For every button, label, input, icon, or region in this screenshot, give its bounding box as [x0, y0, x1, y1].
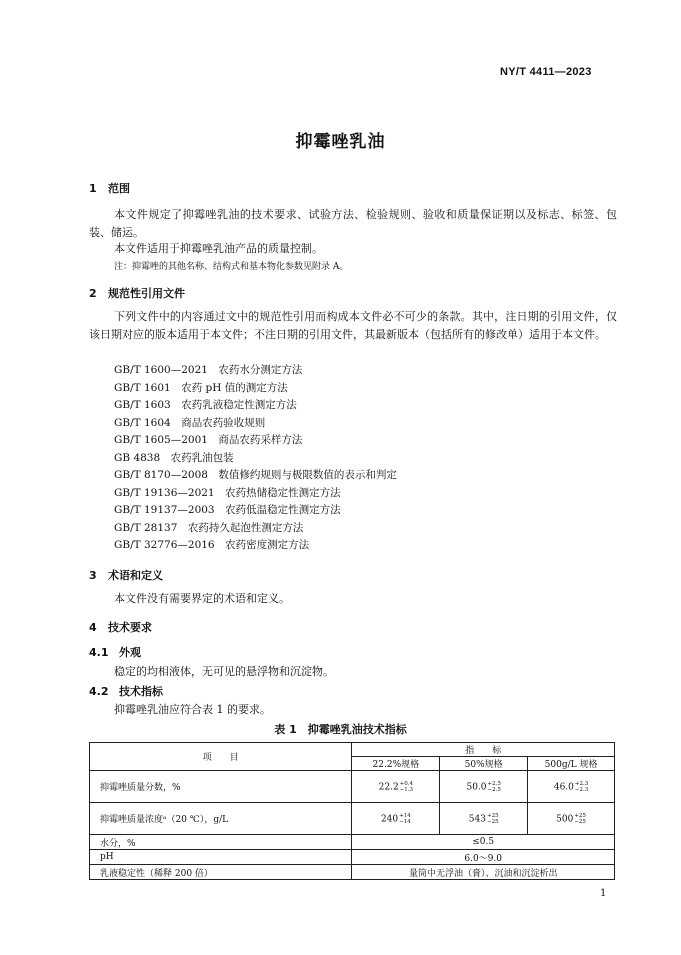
section-title: 外观 — [119, 646, 141, 659]
section-4-heading — [89, 619, 152, 635]
value-cell: ≤0.5 — [352, 835, 615, 850]
reference-item: GB/T 1604 商品农药验收规则 — [114, 417, 266, 429]
section-title: 范围 — [108, 182, 130, 195]
table-row — [90, 850, 615, 865]
section-number: 4 — [89, 621, 97, 634]
table-row — [90, 771, 615, 803]
section-title: 规范性引用文件 — [108, 287, 185, 300]
section-number: 1 — [89, 182, 97, 195]
technical-spec-table — [89, 742, 615, 880]
table-row — [90, 865, 615, 880]
section-4-1-heading — [89, 644, 141, 660]
reference-item: GB/T 19137—2003 农药低温稳定性测定方法 — [114, 504, 341, 516]
value-cell: 6.0～9.0 — [352, 850, 615, 865]
section-4-2-paragraph: 抑霉唑乳油应符合表 1 的要求。 — [114, 703, 271, 716]
reference-item: GB/T 8170—2008 数值修约规则与极限数值的表示和判定 — [114, 469, 397, 481]
section-title: 技术要求 — [108, 621, 152, 634]
section-1-paragraph-1: 本文件规定了抑霉唑乳油的技术要求、试验方法、检验规则、验收和质量保证期以及标志、标签、包装、储运。 — [89, 208, 617, 239]
row-label: 抑霉唑质量分数，% — [90, 771, 352, 803]
value-cell: 500+25 −25 — [528, 803, 615, 835]
section-title: 技术指标 — [119, 685, 163, 698]
row-label: 水分，% — [90, 835, 352, 850]
section-1-paragraph-2: 本文件适用于抑霉唑乳油产品的质量控制。 — [114, 242, 323, 255]
section-2-paragraph-1: 下列文件中的内容通过文中的规范性引用而构成本文件必不可少的条款。其中，注日期的引用文件，仅该日期对应的版本适用于本文件；不注日期的引用文件，其最新版本（包括所有的修改单）适用于本文件。 — [89, 310, 617, 341]
page-number: 1 — [600, 888, 607, 899]
value-cell: 543+25 −25 — [440, 803, 528, 835]
section-4-1-paragraph: 稳定的均相液体，无可见的悬浮物和沉淀物。 — [114, 665, 334, 678]
reference-item: GB/T 1605—2001 商品农药采样方法 — [114, 434, 303, 446]
reference-item: GB/T 1603 农药乳液稳定性测定方法 — [114, 399, 297, 411]
table-row — [90, 835, 615, 850]
section-number: 3 — [89, 569, 97, 582]
row-label: 乳液稳定性（稀释 200 倍） — [90, 865, 352, 880]
row-label: pH — [90, 850, 352, 865]
reference-item: GB/T 28137 农药持久起泡性测定方法 — [114, 522, 304, 534]
section-1-heading — [89, 180, 130, 196]
value-cell: 22.2+0.4 −1.3 — [352, 771, 440, 803]
section-4-2-heading — [89, 683, 163, 699]
section-1-note: 注：抑霉唑的其他名称、结构式和基本物化参数见附录 A。 — [114, 262, 349, 272]
column-header-index: 指 标 — [352, 743, 615, 757]
reference-item: GB/T 32776—2016 农药密度测定方法 — [114, 539, 310, 551]
section-3-paragraph-1: 本文件没有需要界定的术语和定义。 — [114, 592, 290, 605]
section-2-heading — [89, 285, 185, 301]
section-title: 术语和定义 — [108, 569, 163, 582]
spec-header: 50%规格 — [440, 757, 528, 771]
value-cell: 50.0+2.5 −2.5 — [440, 771, 528, 803]
reference-item: GB/T 1600—2021 农药水分测定方法 — [114, 364, 303, 376]
value-cell: 46.0+2.3 −2.3 — [528, 771, 615, 803]
table-caption: 表 1 抑霉唑乳油技术指标 — [274, 723, 407, 736]
section-number: 4.1 — [89, 646, 109, 659]
reference-item: GB/T 19136—2021 农药热储稳定性测定方法 — [114, 487, 341, 499]
section-number: 4.2 — [89, 685, 109, 698]
section-number: 2 — [89, 287, 97, 300]
column-header-item: 项 目 — [90, 743, 352, 771]
reference-item: GB/T 1601 农药 pH 值的测定方法 — [114, 382, 288, 394]
value-cell: 240+14 −14 — [352, 803, 440, 835]
section-3-heading — [89, 567, 163, 583]
spec-header: 500g/L 规格 — [528, 757, 615, 771]
spec-header: 22.2%规格 — [352, 757, 440, 771]
document-title: 抑霉唑乳油 — [295, 132, 386, 152]
standard-number: NY/T 4411—2023 — [500, 66, 592, 78]
reference-item: GB 4838 农药乳油包装 — [114, 452, 234, 464]
table-row — [90, 803, 615, 835]
value-cell: 量筒中无浮油（膏）、沉油和沉淀析出 — [352, 865, 615, 880]
row-label: 抑霉唑质量浓度ᵃ（20 ℃），g/L — [90, 803, 352, 835]
